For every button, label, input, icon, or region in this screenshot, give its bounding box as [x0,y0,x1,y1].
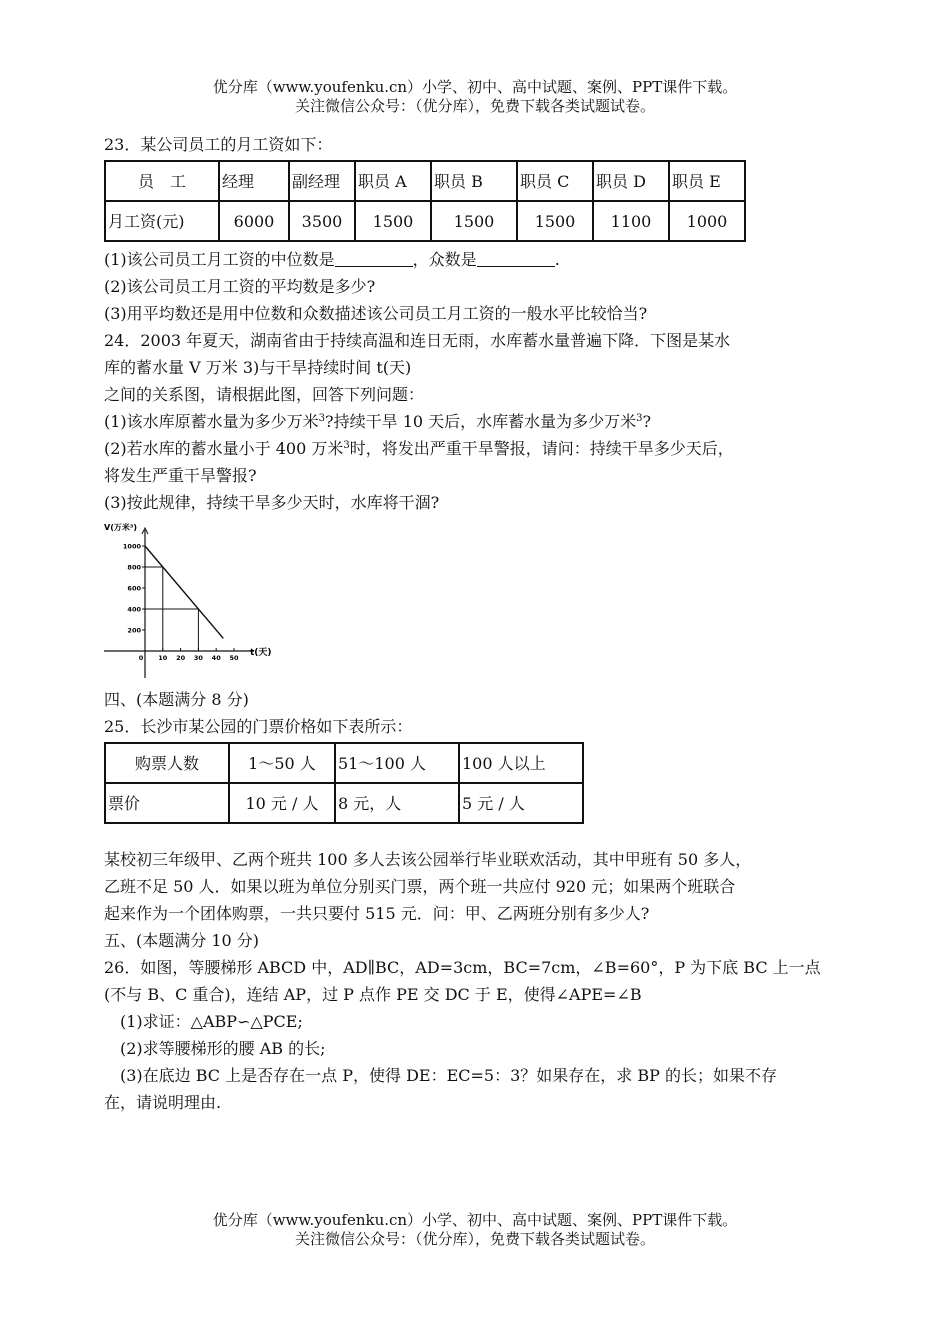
footer-line-2: 关注微信公众号：（优分库），免费下载各类试题试卷。 [294,1230,655,1248]
table-cell: 职员 D [593,161,669,201]
q24-part2-text-a: (2)若水库的蓄水量小于 400 万米 [104,439,344,458]
table-cell: 51～100 人 [335,743,459,783]
x-tick-label: 10 [158,654,168,662]
q24-part3: (3)按此规律，持续干旱多少天时，水库将干涸? [104,493,440,512]
q23-part1-text-c: . [554,250,560,269]
table-cell: 1500 [517,201,593,241]
table-cell: 1500 [355,201,431,241]
table-cell: 员 工 [105,161,219,201]
table-cell: 100 人以上 [459,743,583,783]
q26-part3: (3)在底边 BC 上是否存在一点 P，使得 DE：EC=5：3？如果存在，求 BP 的长；如果不存 [120,1066,777,1085]
q26-part1: (1)求证：△ABP∽△PCE; [120,1012,303,1031]
table-cell: 月工资(元) [105,201,219,241]
spacer [104,828,864,846]
table-cell: 5 元 / 人 [459,783,583,823]
table-cell: 职员 A [355,161,431,201]
q24-part1-text-b: ?持续干旱 10 天后，水库蓄水量为多少万米 [325,412,637,431]
table-cell: 1～50 人 [229,743,335,783]
q24-part2-cont: 将发生严重干旱警报? [104,466,257,485]
section-5-heading: 五、(本题满分 10 分) [104,931,260,950]
salary-table [104,160,746,242]
table-cell: 票价 [105,783,229,823]
y-tick-label: 600 [127,584,141,593]
x-axis-label: t(天) [250,648,272,658]
x-tick-label: 50 [229,654,239,662]
q24-line2: 库的蓄水量 V 万米 3)与干旱持续时间 t(天) [104,358,412,377]
water-storage-chart [104,520,864,680]
x-tick-label: 0 [138,654,144,662]
q24-part1 [104,408,864,435]
q24-part1-text-a: (1)该水库原蓄水量为多少万米 [104,412,319,431]
q26-line2: (不与 B、C 重合)，连结 AP，过 P 点作 PE 交 DC 于 E，使得∠APE=∠B [104,985,642,1004]
page-header [0,78,950,116]
table-cell: 8 元，人 [335,783,459,823]
superscript: 3 [343,440,350,451]
table-cell: 职员 C [517,161,593,201]
q23-part3: (3)用平均数还是用中位数和众数描述该公司员工月工资的一般水平比较恰当? [104,304,648,323]
x-tick-label: 40 [211,654,221,662]
q25-line2: 乙班不足 50 人．如果以班为单位分别买门票，两个班一共应付 920 元；如果两个班联合 [104,877,736,896]
chart-svg [104,520,294,680]
q23-part1 [104,246,864,273]
q24-part2-text-b: 时，将发出严重干旱警报，请问：持续干旱多少天后， [349,439,734,458]
y-tick-label: 1000 [122,542,141,551]
q24-line1: 24．2003 年夏天，湖南省由于持续高温和连日无雨，水库蓄水量普遍下降．下图是某水 [104,331,731,350]
q25-title: 25．长沙市某公园的门票价格如下表所示： [104,717,413,736]
q24-part1-text-c: ? [642,412,652,431]
document-body [104,131,864,1116]
salary-table-header-row [105,161,745,201]
table-cell: 1000 [669,201,745,241]
footer-line-1: 优分库（www.youfenku.cn）小学、初中、高中试题、案例、PPT课件下载。 [212,1211,738,1229]
ticket-price-table [104,742,584,824]
header-line-1: 优分库（www.youfenku.cn）小学、初中、高中试题、案例、PPT课件下载。 [212,78,738,96]
q24-line3: 之间的关系图，请根据此图，回答下列问题： [104,385,425,404]
q25-line1: 某校初三年级甲、乙两个班共 100 多人去该公园举行毕业联欢活动，其中甲班有 50 多人， [104,850,752,869]
q26-part2: (2)求等腰梯形的腰 AB 的长; [120,1039,326,1058]
table-cell: 10 元 / 人 [229,783,335,823]
table-cell: 副经理 [289,161,355,201]
q23-part2: (2)该公司员工月工资的平均数是多少? [104,277,376,296]
series-line-storage [145,546,223,638]
y-tick-label: 200 [127,626,141,635]
superscript: 3 [318,413,326,424]
table-cell: 6000 [219,201,289,241]
q25-line3: 起来作为一个团体购票，一共只要付 515 元．问：甲、乙两班分别有多少人? [104,904,650,923]
salary-table-value-row [105,201,745,241]
table-cell: 1100 [593,201,669,241]
page-footer [0,1211,950,1249]
q23-part1-text-a: (1)该公司员工月工资的中位数是 [104,250,335,269]
y-tick-label: 400 [127,605,141,614]
y-axis-label: V(万米³) [104,523,138,532]
x-tick-label: 20 [176,654,186,662]
x-tick-label: 30 [193,654,203,662]
price-table-value-row [105,783,583,823]
q23-part1-text-b: ，众数是 [412,250,477,269]
answer-blank [335,251,413,267]
table-cell: 3500 [289,201,355,241]
superscript: 3 [636,413,643,424]
q23-title: 23．某公司员工的月工资如下： [104,135,333,154]
q26-part3-cont: 在，请说明理由. [104,1093,222,1112]
table-cell: 购票人数 [105,743,229,783]
q24-part2 [104,435,864,462]
price-table-header-row [105,743,583,783]
header-line-2: 关注微信公众号：（优分库），免费下载各类试题试卷。 [294,97,655,115]
q26-line1: 26．如图，等腰梯形 ABCD 中，AD∥BC，AD=3cm，BC=7cm，∠B=60°，P 为下底 BC 上一点 [104,958,821,977]
table-cell: 经理 [219,161,289,201]
answer-blank [477,251,555,267]
table-cell: 职员 E [669,161,745,201]
table-cell: 1500 [431,201,517,241]
y-tick-label: 800 [127,563,141,572]
section-4-heading: 四、(本题满分 8 分) [104,690,249,709]
table-cell: 职员 B [431,161,517,201]
